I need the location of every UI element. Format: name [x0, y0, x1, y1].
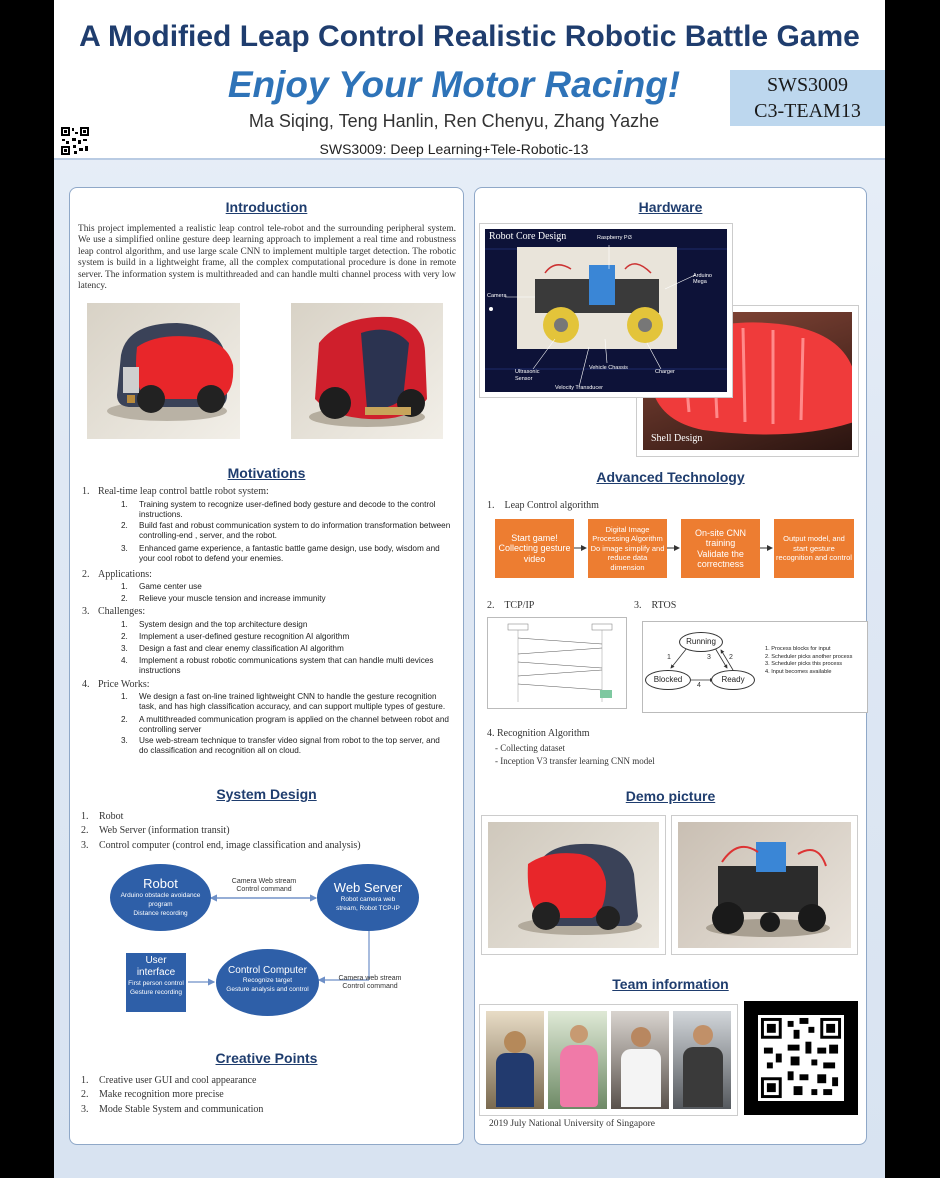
team-footer: 2019 July National University of Singapore	[489, 1119, 655, 1129]
list-item: 3. Enhanced game experience, a fantastic battle game design, use body, wisdom and your cool robot to defend your enemies.	[121, 544, 440, 563]
robot-core-caption: Robot Core Design	[489, 231, 567, 242]
list-item: 3. Use web-stream technique to transfer video signal from robot to the top server, and do classification and recognition all on cloud.	[121, 736, 440, 755]
edge-label-server-computer: Camera web stream Control command	[338, 975, 402, 990]
system-design-heading: System Design	[216, 786, 317, 802]
demo-photo-core	[671, 815, 858, 955]
motivation-group-num: 1.	[82, 486, 90, 497]
shell-design-caption: Shell Design	[651, 433, 703, 444]
list-item: 2. A multithreaded communication program is applied on the channel between robot and controlling server	[121, 715, 449, 734]
team-photos	[479, 1004, 738, 1116]
rtos-node-blocked: Blocked	[645, 670, 691, 690]
hw-label-velocity: Velocity Transducer	[555, 385, 603, 391]
web-server-sub: Robot camera web stream, Robot TCP-IP	[336, 896, 400, 912]
list-item: 2. Web Server (information transit)	[81, 825, 230, 837]
rtos-note: 2. Scheduler picks another process	[765, 653, 853, 660]
robot-node-sub2: Distance recording	[133, 910, 188, 917]
recognition-item: - Inception V3 transfer learning CNN model	[495, 756, 655, 766]
web-server-title: Web Server	[333, 880, 403, 895]
tcp-ip-label: 2. TCP/IP	[487, 600, 535, 611]
control-computer-sub1: Recognize target	[242, 977, 293, 984]
list-item: 4. Implement a robust robotic communications system that can handle multi devices instructions	[121, 656, 434, 675]
list-item: 2. Make recognition more precise	[81, 1089, 224, 1101]
rtos-node-ready: Ready	[711, 670, 755, 690]
list-item: 1. Robot	[81, 811, 124, 822]
demo-picture-heading: Demo picture	[625, 788, 716, 804]
creative-points-heading: Creative Points	[215, 1050, 318, 1066]
control-computer-title: Control Computer	[228, 965, 307, 976]
robot-node-sub1: Arduino obstacle avoidance program	[120, 892, 201, 908]
team-information-heading: Team information	[612, 976, 729, 992]
edge-label-robot-server: Camera Web stream Control command	[231, 878, 297, 893]
motivation-group-num: 4.	[82, 679, 90, 690]
course-line: SWS3009: Deep Learning+Tele-Robotic-13	[319, 141, 589, 157]
recognition-algorithm-label: 4. Recognition Algorithm	[487, 728, 590, 739]
flow-step-3: On-site CNN training Validate the correctness	[681, 519, 760, 578]
flow-step-2: Digital Image Processing Algorithm Do image simplify and reduce data dimension	[588, 519, 667, 578]
poster-subtitle: Enjoy Your Motor Racing!	[227, 64, 681, 105]
rtos-edge-3: 3	[707, 654, 711, 661]
flow-step-1: Start game! Collecting gesture video	[495, 519, 574, 578]
motivation-group-title: Real-time leap control battle robot system:	[98, 486, 269, 497]
robot-node-title: Robot	[143, 876, 178, 891]
list-item: 3. Design a fast and clear enemy classification AI algorithm	[121, 644, 344, 653]
introduction-text: This project implemented a realistic leap control tele-robot and the surrounding peripheral system. We use a simplified online gesture deep learning approach to implement a real time and robustness leap control algorithm, and use large scale CNN to implement multiple target detection. The robotic system is build in a lightweight frame, all the complex computational procedure is done in remote server. The information system is multithreaded and can handle multi channel process with very low latency.	[78, 224, 456, 292]
user-interface-sub2: Gesture recording	[129, 989, 183, 996]
hw-label-charger: Charger	[655, 369, 675, 375]
motivation-group-title: Applications:	[98, 569, 152, 580]
team-course-code: SWS3009	[766, 74, 849, 96]
rtos-edge-4: 4	[697, 682, 701, 689]
team-qr-code-icon	[744, 1001, 858, 1115]
list-item: 1. Game center use	[121, 582, 202, 591]
rtos-note: 1. Process blocks for input	[765, 646, 831, 652]
leap-control-label: 1. Leap Control algorithm	[487, 500, 599, 511]
rtos-edge-2: 2	[729, 654, 733, 661]
rtos-note: 4. Input becomes available	[765, 668, 832, 675]
rtos-edge-1: 1	[667, 654, 671, 661]
rtos-label: 3. RTOS	[634, 600, 677, 611]
rtos-node-running: Running	[679, 632, 723, 652]
list-item: 1. Creative user GUI and cool appearance	[81, 1075, 257, 1086]
list-item: 3. Mode Stable System and communication	[81, 1103, 264, 1115]
list-item: 3. Control computer (control end, image classification and analysis)	[81, 839, 361, 851]
flow-step-4: Output model, and start gesture recognition and control	[774, 519, 854, 578]
recognition-item: - Collecting dataset	[495, 743, 565, 753]
poster-title: A Modified Leap Control Realistic Robotic Battle Game	[79, 20, 860, 53]
hw-label-ultrasonic: Ultrasonic Sensor	[515, 369, 540, 382]
hw-label-arduino: Arduino Mega	[693, 273, 712, 285]
list-item: 1. We design a fast on-line trained lightweight CNN to handle the gesture recognition task, and has high classification accuracy, and can support multiple types of gesture.	[121, 692, 446, 711]
rtos-diagram	[642, 621, 868, 713]
user-interface-title: User interface	[136, 955, 176, 978]
team-member-photo	[611, 1011, 669, 1109]
team-member-photo	[673, 1011, 731, 1109]
rtos-note: 3. Scheduler picks this process	[765, 661, 843, 667]
list-item: 1. Training system to recognize user-defined body gesture and decode to the control instructions.	[121, 500, 436, 519]
list-item: 2. Implement a user-defined gesture recognition AI algorithm	[121, 632, 350, 641]
list-item: 2. Build fast and robust communication system to do information transformation between controlling-end , server, and the robot.	[121, 521, 451, 540]
user-interface-sub1: First person control	[128, 980, 184, 987]
rtos-notes	[765, 646, 852, 676]
list-item: 2. Relieve your muscle tension and increase immunity	[121, 594, 326, 603]
advanced-technology-heading: Advanced Technology	[596, 469, 745, 485]
introduction-heading: Introduction	[225, 199, 308, 215]
hardware-heading: Hardware	[638, 199, 703, 215]
authors: Ma Siqing, Teng Hanlin, Ren Chenyu, Zhang Yazhe	[248, 111, 660, 131]
list-item: 1. System design and the top architecture design	[121, 620, 308, 629]
hw-label-camera: Camera	[487, 293, 507, 299]
poster	[54, 0, 885, 1178]
team-member-photo	[548, 1011, 606, 1109]
motivation-group-title: Challenges:	[98, 606, 146, 617]
motivations-heading: Motivations	[227, 465, 306, 481]
control-computer-sub2: Gesture analysis and control	[226, 986, 309, 993]
tcp-diagram	[487, 617, 627, 709]
demo-photo-shell	[481, 815, 666, 955]
motivation-group-title: Price Works:	[98, 679, 150, 690]
hw-label-raspberry: Raspberry Pi3	[597, 235, 632, 241]
motivation-group-num: 2.	[82, 569, 90, 580]
team-id: C3-TEAM13	[754, 100, 861, 122]
hw-label-chassis: Vehicle Chassis	[589, 365, 628, 371]
motivation-group-num: 3.	[82, 606, 90, 617]
team-member-photo	[486, 1011, 544, 1109]
